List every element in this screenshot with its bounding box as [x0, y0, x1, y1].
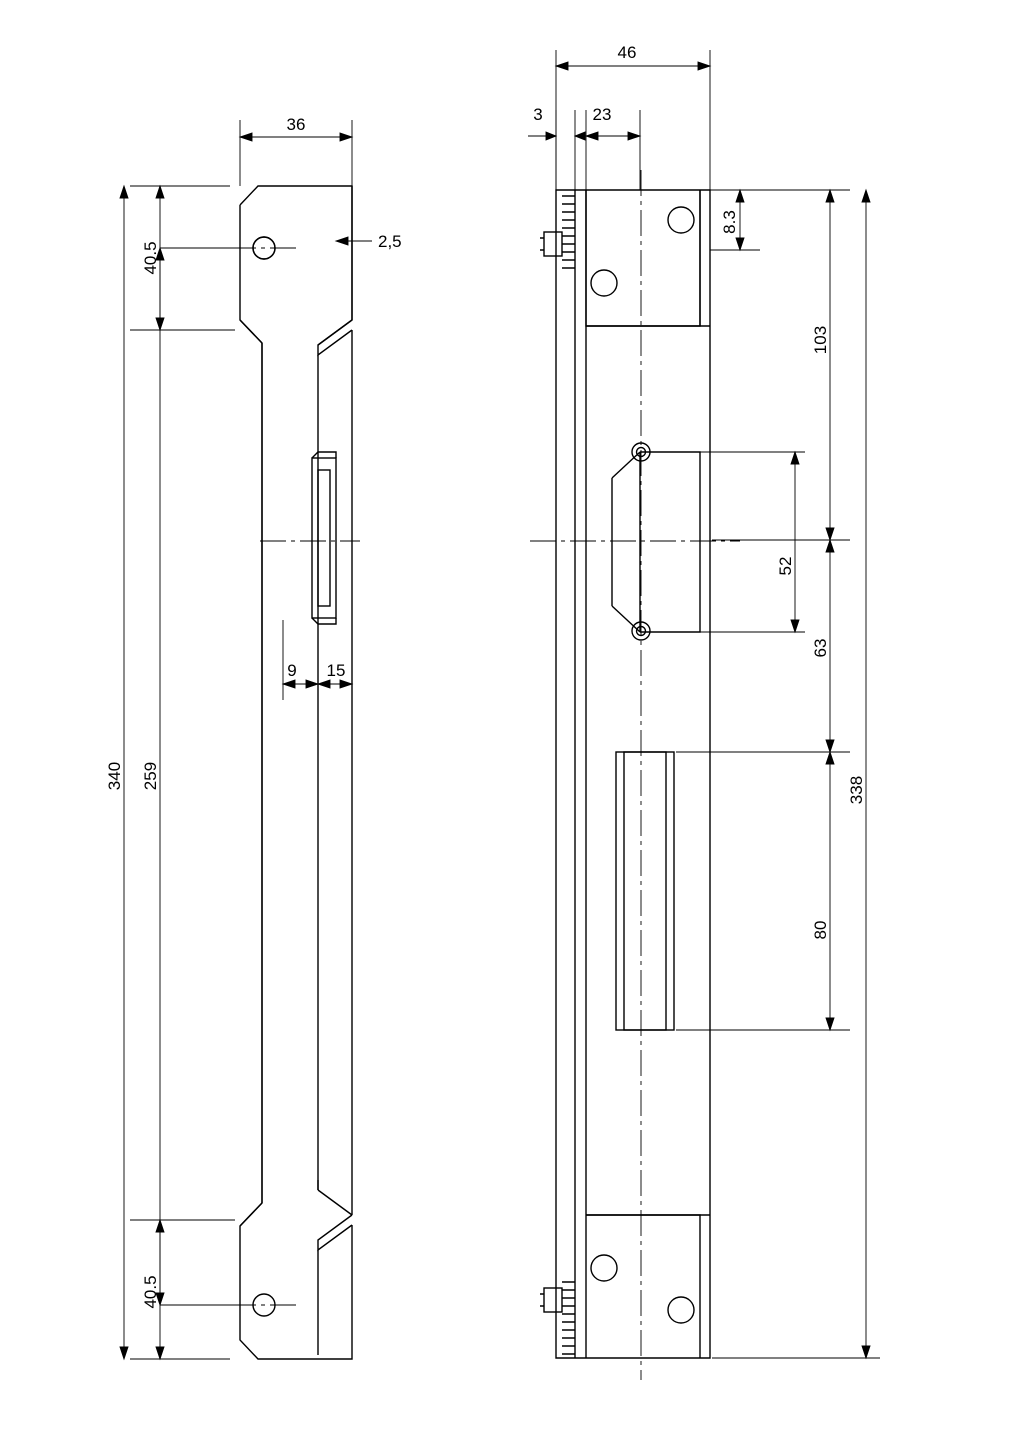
front-view-profile — [240, 186, 352, 1359]
dimension-labels — [105, 43, 866, 1309]
dim-3: 3 — [533, 105, 543, 124]
dim-36: 36 — [286, 115, 306, 134]
dim-338: 338 — [847, 775, 866, 805]
dim-259: 259 — [141, 761, 160, 791]
side-view-hole-bottom-left — [591, 1255, 617, 1281]
side-view-hole-bottom-right — [668, 1297, 694, 1323]
dim-2-5: 2,5 — [378, 232, 402, 251]
dim-63: 63 — [811, 638, 830, 658]
side-view-profile — [540, 190, 710, 1358]
dim-15: 15 — [326, 661, 346, 680]
dim-8-3: 8.3 — [720, 210, 739, 234]
front-dimensions — [120, 120, 372, 1359]
dim-340: 340 — [105, 761, 124, 791]
dim-40-5-top: 40.5 — [141, 241, 160, 275]
dim-52: 52 — [776, 556, 795, 576]
side-view-hole-top-right — [668, 207, 694, 233]
dim-23: 23 — [592, 105, 612, 124]
dim-80: 80 — [811, 920, 830, 940]
dim-103: 103 — [811, 325, 830, 355]
dim-9: 9 — [287, 661, 297, 680]
side-dimensions — [528, 50, 880, 1358]
side-view-hole-top-left — [591, 270, 617, 296]
center-lines — [230, 170, 740, 1380]
dim-40-5-bottom: 40.5 — [141, 1275, 160, 1309]
dim-46: 46 — [617, 43, 637, 62]
